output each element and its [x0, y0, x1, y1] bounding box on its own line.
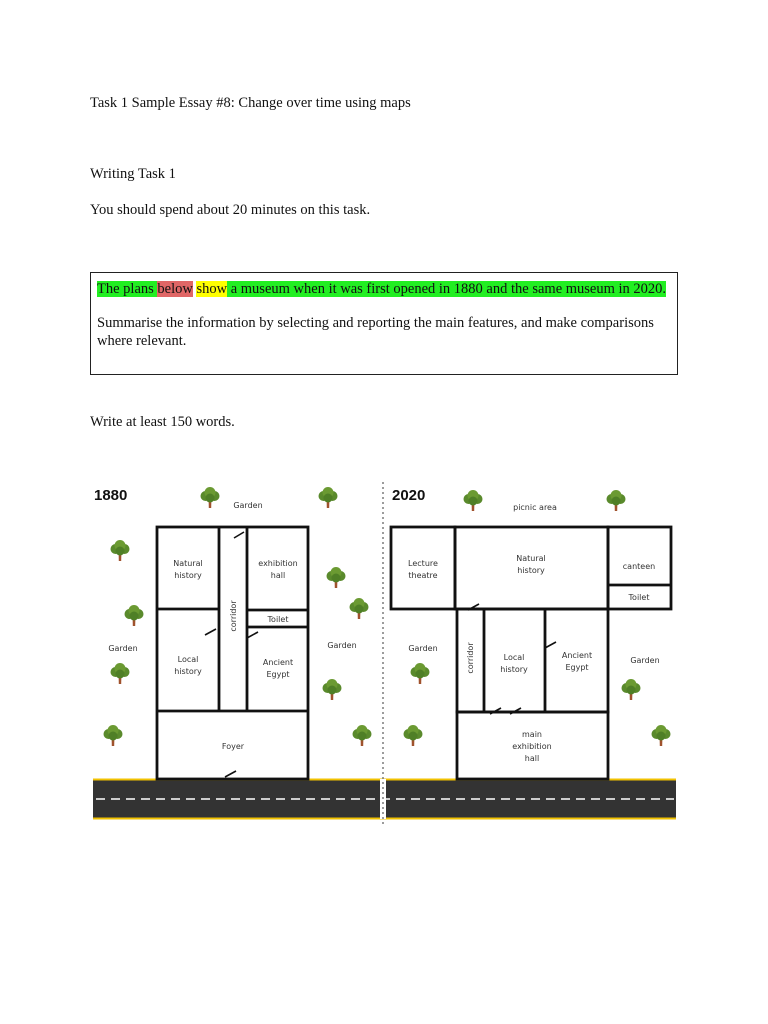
room-ancient-egypt-2020-line2: Egypt: [565, 663, 589, 672]
corridor-2020: corridor: [466, 642, 475, 674]
room-toilet-1880: Toilet: [267, 615, 289, 624]
time-instruction: You should spend about 20 minutes on this task.: [90, 202, 371, 218]
year-2020-label: 2020: [392, 487, 426, 504]
room-ancient-egypt-1880: Ancient: [262, 658, 294, 667]
garden-top-1880: Garden: [233, 501, 263, 510]
room-toilet-2020: Toilet: [628, 593, 650, 602]
corridor-1880: corridor: [229, 600, 238, 632]
room-exhibition-hall-1880: exhibition: [258, 559, 298, 568]
room-natural-history-1880: Natural: [173, 559, 203, 568]
room-local-history-2020: Local: [503, 653, 525, 662]
highlight-below: below: [157, 281, 193, 297]
room-lecture-theatre-2020: Lecture: [408, 559, 438, 568]
garden-left-1880: Garden: [108, 644, 138, 653]
highlight-show: show: [196, 281, 228, 297]
page-title: Task 1 Sample Essay #8: Change over time using maps: [90, 95, 411, 111]
highlight-museum: a museum when it was first opened in 1880 and the same museum in 2020.: [227, 281, 667, 297]
room-natural-history-2020: Natural: [516, 554, 546, 563]
room-main-exhibition-hall-2020-line2: exhibition: [512, 742, 552, 751]
room-local-history-1880: Local: [177, 655, 199, 664]
room-lecture-theatre-2020-line2: theatre: [408, 571, 438, 580]
task-prompt-box: [90, 272, 678, 375]
room-natural-history-1880-line2: history: [174, 571, 202, 580]
room-foyer-1880: Foyer: [221, 742, 245, 751]
highlight-plans: The plans: [97, 281, 158, 297]
room-natural-history-2020-line2: history: [517, 566, 545, 575]
year-1880-label: 1880: [94, 487, 128, 504]
word-count-instruction: Write at least 150 words.: [90, 414, 235, 430]
room-main-exhibition-hall-2020: main: [522, 730, 542, 739]
room-local-history-2020-line2: history: [500, 665, 528, 674]
picnic-area-2020: picnic area: [513, 503, 557, 512]
task-prompt-line2: Summarise the information by selecting and reporting the main features, and make comparisons where relevant.: [97, 315, 654, 349]
museum-plans-figure: [90, 478, 680, 828]
road: [93, 779, 676, 819]
garden-left-2020: Garden: [408, 644, 438, 653]
room-ancient-egypt-2020: Ancient: [561, 651, 593, 660]
garden-right-1880: Garden: [327, 641, 357, 650]
section-heading: Writing Task 1: [90, 166, 176, 182]
task-prompt-line1: [97, 280, 671, 298]
garden-right-2020: Garden: [630, 656, 660, 665]
room-exhibition-hall-1880-line2: hall: [270, 571, 286, 580]
room-canteen-2020: canteen: [622, 562, 656, 571]
room-ancient-egypt-1880-line2: Egypt: [266, 670, 290, 679]
room-local-history-1880-line2: history: [174, 667, 202, 676]
room-main-exhibition-hall-2020-line3: hall: [524, 754, 540, 763]
